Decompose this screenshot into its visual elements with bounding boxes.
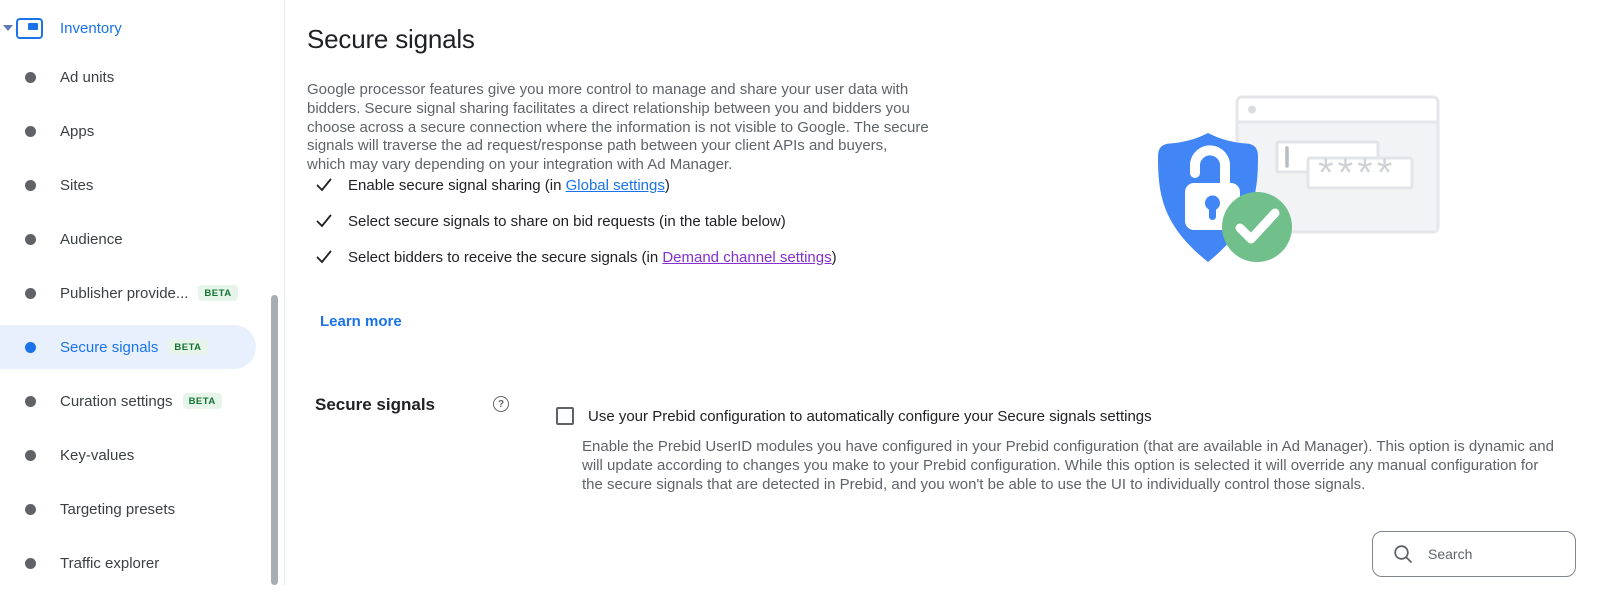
sidebar-item-label: Targeting presets [60,500,176,518]
checklist-item-text: Select bidders to receive the secure signals (in Demand channel settings) [348,248,837,266]
sidebar-item[interactable] [0,109,256,153]
sidebar-item-label: Apps [60,122,95,140]
sidebar-item-label: Traffic explorer [60,554,160,572]
bullet-icon [25,450,36,461]
intro-paragraph: Google processor features give you more control to manage and share your user data with bidders. Secure signal sharing facilitates a direct relationship between you and bidders you choose across a secure connection where the information is not visible to Google. The secure signals will traverse the ad request/response path between your client APIs and buyers, which may vary depending on your integration with Ad Manager. [307,81,929,174]
sidebar-item-label: Sites [60,176,94,194]
inventory-icon [16,18,43,39]
search-icon [1393,544,1413,564]
beta-badge: BETA [198,285,237,301]
sidebar-item[interactable] [0,487,256,531]
sidebar-item[interactable] [0,541,256,585]
checklist-item [315,203,929,239]
checklist-link[interactable]: Demand channel settings [662,248,832,266]
section-heading: Secure signals [315,395,436,414]
sidebar-scrollbar-thumb[interactable] [271,295,278,585]
collapse-arrow-icon[interactable] [3,25,13,31]
password-mask-text: **** [1318,151,1397,195]
checkmark-icon [315,248,333,266]
checklist-item-text: Enable secure signal sharing (in Global settings) [348,176,670,194]
sidebar-item[interactable] [0,271,256,315]
sidebar-item[interactable] [0,163,256,207]
checkmark-icon [315,176,333,194]
search-input[interactable] [1426,545,1556,563]
prebid-description: Enable the Prebid UserID modules you have configured in your Prebid configuration (that are available in Ad Manager). This option is dynamic and will update according to changes you make to your Prebid configuration. While this option is selected it will override any manual configuration for the secure signals that are detected in Prebid, and you won't be able to use the UI to individually control those signals. [582,438,1554,493]
bullet-icon [25,288,36,299]
sidebar-item[interactable] [0,217,256,261]
sidebar-item[interactable] [0,325,256,369]
sidebar-item[interactable] [0,433,256,477]
sidebar-item-label: Publisher provide... [60,284,189,302]
beta-badge: BETA [183,393,222,409]
sidebar-item-label: Key-values [60,446,135,464]
bullet-icon [25,558,36,569]
beta-badge: BETA [168,339,207,355]
sidebar-header-label[interactable]: Inventory [60,20,122,37]
bullet-icon [25,72,36,83]
prebid-control [556,407,1554,494]
checklist-item-text: Select secure signals to share on bid requests (in the table below) [348,212,786,230]
page-title: Secure signals [307,24,475,54]
bullet-icon [25,504,36,515]
checklist-item [315,239,929,275]
sidebar-header [0,8,285,36]
checkmark-icon [315,212,333,230]
sidebar-item[interactable] [0,379,256,423]
sidebar-nav [0,55,285,595]
bullet-icon [25,342,36,353]
bullet-icon [25,126,36,137]
sidebar [0,0,285,585]
checklist-item [315,167,929,203]
bullet-icon [25,234,36,245]
help-icon[interactable]: ? [493,396,509,412]
bullet-icon [25,180,36,191]
checklist [315,167,929,275]
learn-more-link[interactable]: Learn more [320,313,402,330]
secure-signals-illustration [1132,82,1442,267]
sidebar-item-label: Audience [60,230,123,248]
prebid-checkbox[interactable] [556,407,574,425]
sidebar-item[interactable] [0,55,256,99]
sidebar-item-label: Curation settings [60,392,173,410]
checklist-link[interactable]: Global settings [565,176,665,194]
sidebar-item-label: Ad units [60,68,115,86]
prebid-checkbox-label[interactable]: Use your Prebid configuration to automatically configure your Secure signals settings [588,407,1152,425]
bullet-icon [25,396,36,407]
sidebar-item-label: Secure signals [60,338,159,356]
search-box [1372,531,1576,577]
check-badge-icon [1222,192,1292,262]
